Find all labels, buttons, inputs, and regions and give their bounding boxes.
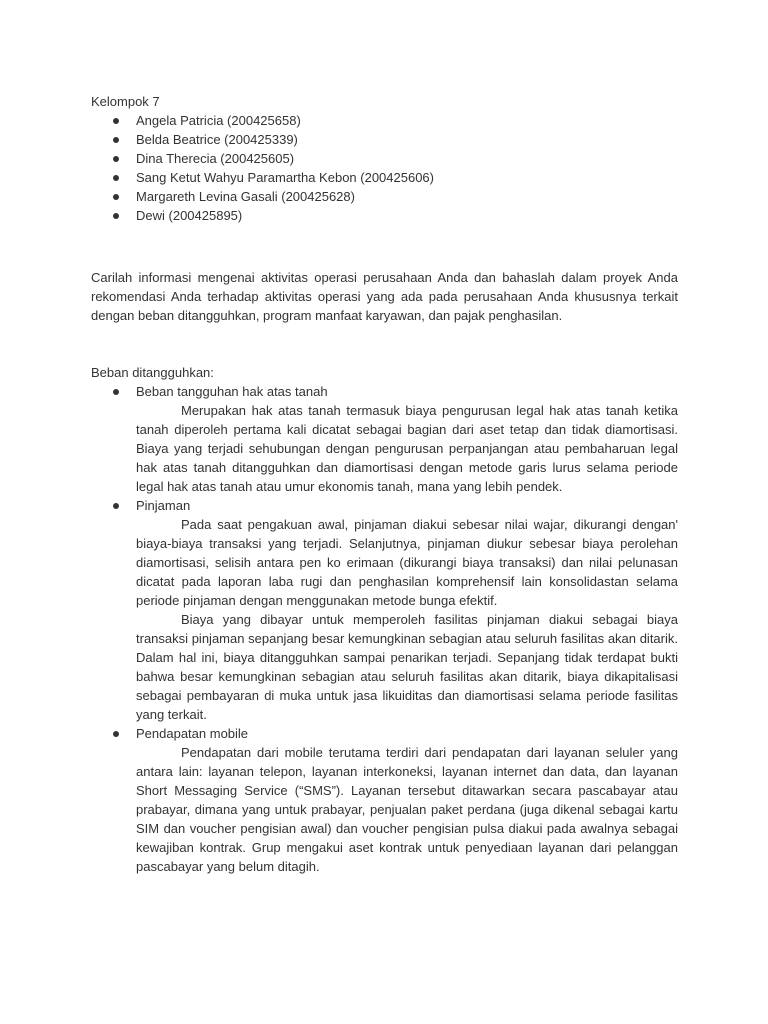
group-title: Kelompok 7 — [91, 94, 160, 109]
bullet-icon — [113, 503, 119, 509]
bullet-icon — [113, 213, 119, 219]
bullet-icon — [113, 137, 119, 143]
member-name: Sang Ketut Wahyu Paramartha Kebon (200425606) — [136, 170, 434, 185]
member-item — [91, 187, 678, 206]
member-name: Margareth Levina Gasali (200425628) — [136, 189, 355, 204]
member-list — [91, 111, 678, 225]
deferred-item-list — [91, 382, 678, 876]
deferred-item-mobile-revenue — [91, 724, 678, 876]
item-title: Pendapatan mobile — [136, 726, 249, 741]
bullet-icon — [113, 118, 119, 124]
section-title-deferred: Beban ditangguhkan: — [91, 365, 214, 380]
deferred-item-land-rights — [91, 382, 678, 496]
item-title: Pinjaman — [136, 498, 191, 513]
bullet-icon — [113, 175, 119, 181]
bullet-icon — [113, 194, 119, 200]
member-item — [91, 149, 678, 168]
bullet-icon — [113, 731, 119, 737]
member-name: Belda Beatrice (200425339) — [136, 132, 298, 147]
document-body — [91, 92, 678, 876]
member-name: Dina Therecia (200425605) — [136, 151, 295, 166]
member-name: Dewi (200425895) — [136, 208, 243, 223]
bullet-icon — [113, 389, 119, 395]
item-paragraph: Pada saat pengakuan awal, pinjaman diakui sebesar nilai wajar, dikurangi dengan' biaya-biaya transaksi yang terjadi. Selanjutnya, pinjaman diukur sebesar biaya perolehan diamortisasi, selisih antara pen ko erimaan (dikurangi biaya transaksi) dan nilai pelunasan dicatat pada laporan laba rugi dan penghasilan komprehensif lain konsolidastan selama periode pinjaman dengan menggunakan metode bunga efektif. — [136, 517, 678, 608]
deferred-item-loans — [91, 496, 678, 724]
item-paragraph: Biaya yang dibayar untuk memperoleh fasilitas pinjaman diakui sebagai biaya transaksi pinjaman sepanjang besar kemungkinan sebagian atau seluruh fasilitas akan ditarik. Dalam hal ini, biaya ditangguhkan sampai penarikan terjadi. Sepanjang tidak terdapat bukti bahwa besar kemungkinan sebagian atau seluruh fasilitas akan ditarik, biaya dikapitalisasi sebagai pembayaran di muka untuk jasa likuiditas dan diamortisasi selama periode fasilitas yang terkait. — [136, 612, 678, 722]
member-item — [91, 206, 678, 225]
member-name: Angela Patricia (200425658) — [136, 113, 301, 128]
bullet-icon — [113, 156, 119, 162]
item-paragraph: Merupakan hak atas tanah termasuk biaya pengurusan legal hak atas tanah ketika tanah diperoleh pertama kali dicatat sebagai bagian dari aset tetap dan tidak diamortisasi. Biaya yang terjadi sehubungan dengan pengurusan perpanjangan atau pembaharuan legal hak atas tanah ditangguhkan dan diamortisasi dengan metode garis lurus selama periode legal hak atas tanah atau umur ekonomis tanah, mana yang lebih pendek. — [136, 403, 678, 494]
member-item — [91, 168, 678, 187]
item-title: Beban tangguhan hak atas tanah — [136, 384, 328, 399]
member-item — [91, 130, 678, 149]
item-paragraph: Pendapatan dari mobile terutama terdiri dari pendapatan dari layanan seluler yang antara lain: layanan telepon, layanan interkoneksi, layanan internet dan data, dan layanan Short Messaging Service (“SMS”). Layanan tersebut ditawarkan secara pascabayar atau prabayar, dimana yang untuk prabayar, penjualan paket perdana (juga dikenal sebagai kartu SIM dan voucher pengisian awal) dan voucher pengisian pulsa diakui pada awalnya sebagai kewajiban kontrak. Grup mengakui aset kontrak untuk penyediaan layanan dari pelanggan pascabayar yang belum ditagih. — [136, 745, 678, 874]
task-paragraph: Carilah informasi mengenai aktivitas operasi perusahaan Anda dan bahaslah dalam proyek Anda rekomendasi Anda terhadap aktivitas operasi yang ada pada perusahaan Anda khususnya terkait dengan beban ditangguhkan, program manfaat karyawan, dan pajak penghasilan. — [91, 270, 678, 323]
member-item — [91, 111, 678, 130]
